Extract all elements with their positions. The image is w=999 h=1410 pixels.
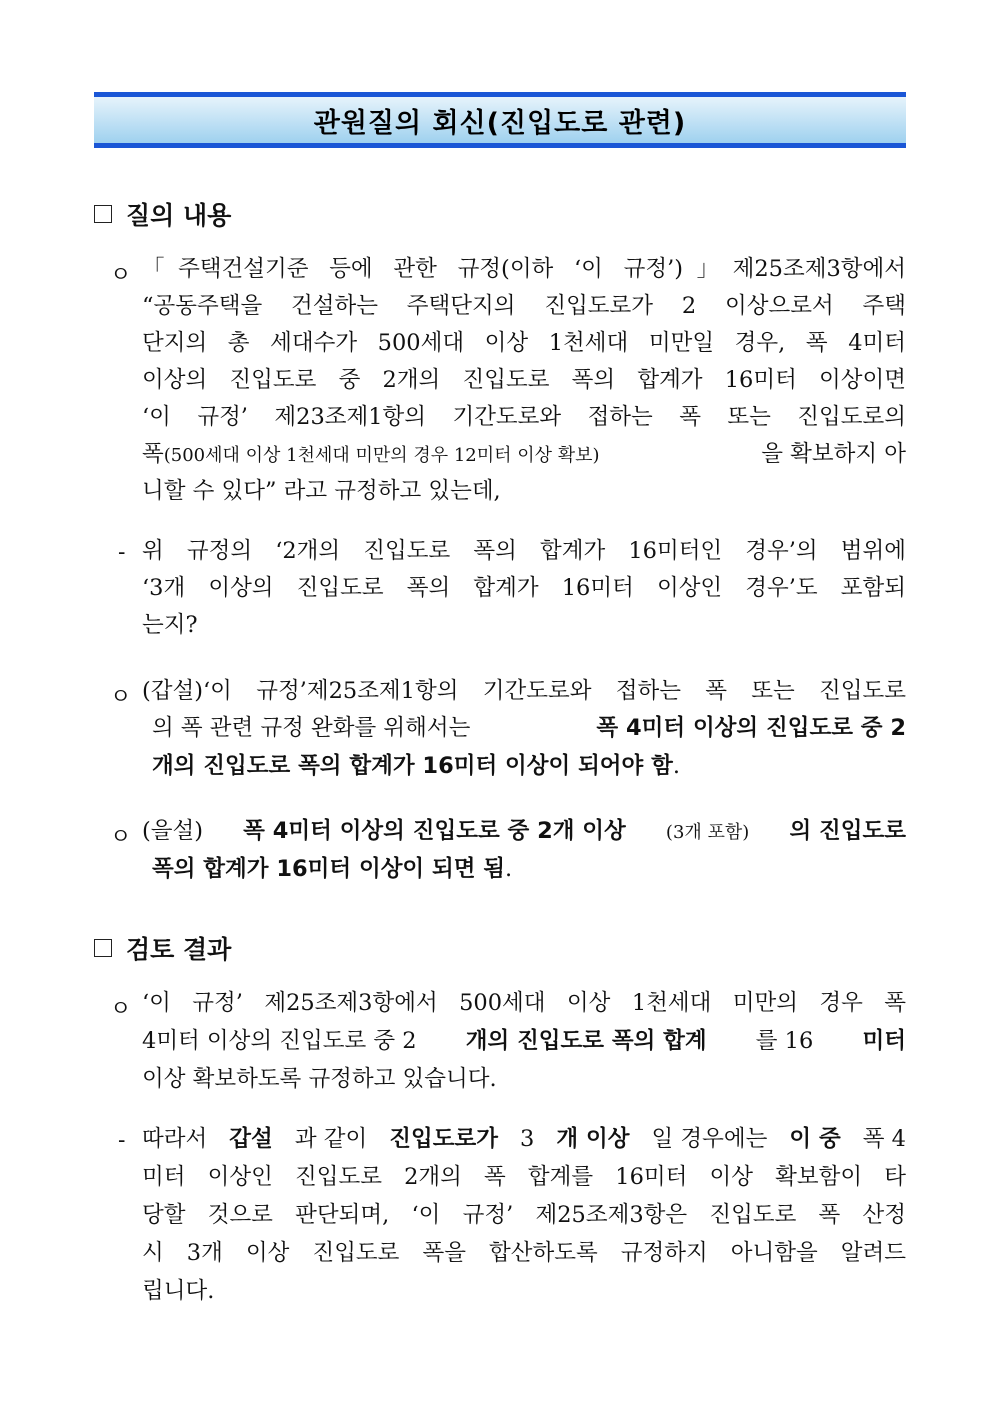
page-title: 관원질의 회신(진입도로 관련)	[313, 107, 687, 139]
q-line-3: 는지?	[142, 612, 198, 638]
r2-l1-h: 이 중	[789, 1126, 841, 1152]
r2-line-3: 당할 것으로 판단되며, ‘이 규정’ 제25조제3항은 진입도로 폭 산정	[142, 1202, 906, 1228]
r1-line-2-a: 4미터 이상의 진입도로 중 2	[142, 1028, 417, 1054]
r1-line-2-d: 미터	[862, 1028, 906, 1054]
r2-line-4: 시 3개 이상 진입도로 폭을 합산하도록 규정하지 아니함을 알려드	[142, 1240, 906, 1266]
eulseol-line-1-bold2: 의 진입도로	[789, 818, 906, 844]
r2-line-2: 미터 이상인 진입도로 2개의 폭 합계를 16미터 이상 확보함이 타	[142, 1164, 906, 1190]
eulseol-line-1-bold: 폭 4미터 이상의 진입도로 중 2개 이상	[243, 818, 626, 844]
checkbox-square-icon	[94, 939, 112, 957]
r2-l1-d: 진입도로가	[389, 1126, 498, 1152]
review-heading-label: 검토 결과	[126, 935, 232, 964]
p1-line-5: ‘이 규정’ 제23조제1항의 기간도로와 접하는 폭 또는 진입도로의	[142, 404, 906, 430]
gapseol-line-3-end: .	[672, 753, 681, 779]
r2-l1-b: 갑설	[229, 1126, 273, 1152]
r2-l1-i: 폭 4	[862, 1126, 906, 1152]
dash-marker: -	[118, 540, 126, 565]
r2-line-1	[142, 1128, 906, 1151]
gapseol-line-2	[152, 717, 906, 740]
q-line-2: ‘3개 이상의 진입도로 폭의 합계가 16미터 이상인 경우’도 포함되	[142, 575, 906, 601]
bullet-circle-icon: ㅇ	[110, 263, 132, 288]
r2-l1-a: 따라서	[142, 1126, 208, 1152]
gapseol-line-3-bold: 개의 진입도로 폭의 합계가 16미터 이상이 되어야 함	[152, 753, 673, 779]
r1-line-2-b: 개의 진입도로 폭의 합계	[465, 1028, 707, 1054]
r1-line-3: 이상 확보하도록 규정하고 있습니다.	[142, 1066, 497, 1092]
p1-line-6-a: 폭	[142, 441, 164, 467]
r2-l1-g: 일 경우에는	[651, 1126, 768, 1152]
p1-line-6-small: (500세대 이상 1천세대 미만의 경우 12미터 이상 확보)	[163, 445, 600, 466]
p1-line-6	[142, 443, 906, 466]
eulseol-line-1-plain: (을설)	[142, 818, 204, 844]
eulseol-line-2	[152, 858, 512, 881]
r2-l1-f: 개 이상	[556, 1126, 630, 1152]
inquiry-heading-label: 질의 내용	[126, 201, 232, 230]
gapseol-line-2-bold: 폭 4미터 이상의 진입도로 중 2	[596, 715, 906, 741]
p1-line-6-b: 을 확보하지 아	[761, 441, 906, 467]
dash-marker: -	[118, 1128, 126, 1153]
bullet-circle-icon: ㅇ	[110, 997, 132, 1022]
r1-line-2-c: 를 16	[755, 1028, 814, 1054]
eulseol-line-1-small: (3개 포함)	[665, 822, 750, 843]
title-banner	[94, 92, 906, 148]
eulseol-line-2-bold: 폭의 합계가 16미터 이상이 되면 됨	[152, 856, 506, 882]
inquiry-heading	[94, 196, 231, 232]
eulseol-line-2-end: .	[505, 856, 513, 882]
checkbox-square-icon	[94, 205, 112, 223]
eulseol-line-1	[142, 820, 906, 843]
r1-line-2	[142, 1030, 906, 1053]
p1-line-3: 단지의 총 세대수가 500세대 이상 1천세대 미만일 경우, 폭 4미터	[142, 330, 906, 356]
p1-line-4: 이상의 진입도로 중 2개의 진입도로 폭의 합계가 16미터 이상이면	[142, 367, 906, 393]
gapseol-line-1: (갑설)‘이 규정’제25조제1항의 기간도로와 접하는 폭 또는 진입도로	[142, 678, 906, 704]
p1-line-2: “공동주택을 건설하는 주택단지의 진입도로가 2 이상으로서 주택	[142, 293, 906, 319]
q-line-1: 위 규정의 ‘2개의 진입도로 폭의 합계가 16미터인 경우’의 범위에	[142, 538, 906, 564]
r1-line-1: ‘이 규정’ 제25조제3항에서 500세대 이상 1천세대 미만의 경우 폭	[142, 990, 906, 1016]
r2-line-5: 립니다.	[142, 1278, 215, 1304]
r2-l1-e: 3	[520, 1126, 535, 1152]
bullet-circle-icon: ㅇ	[110, 825, 132, 850]
gapseol-line-3	[152, 755, 680, 778]
gapseol-line-2-plain: 의 폭 관련 규정 완화를 위해서는	[152, 715, 471, 741]
r2-l1-c: 과 같이	[294, 1126, 368, 1152]
review-heading	[94, 930, 231, 966]
bullet-circle-icon: ㅇ	[110, 685, 132, 710]
p1-line-1: 「주택건설기준 등에 관한 규정(이하 ‘이 규정’)」제25조제3항에서	[142, 256, 906, 282]
p1-line-7: 니할 수 있다” 라고 규정하고 있는데,	[142, 478, 501, 504]
